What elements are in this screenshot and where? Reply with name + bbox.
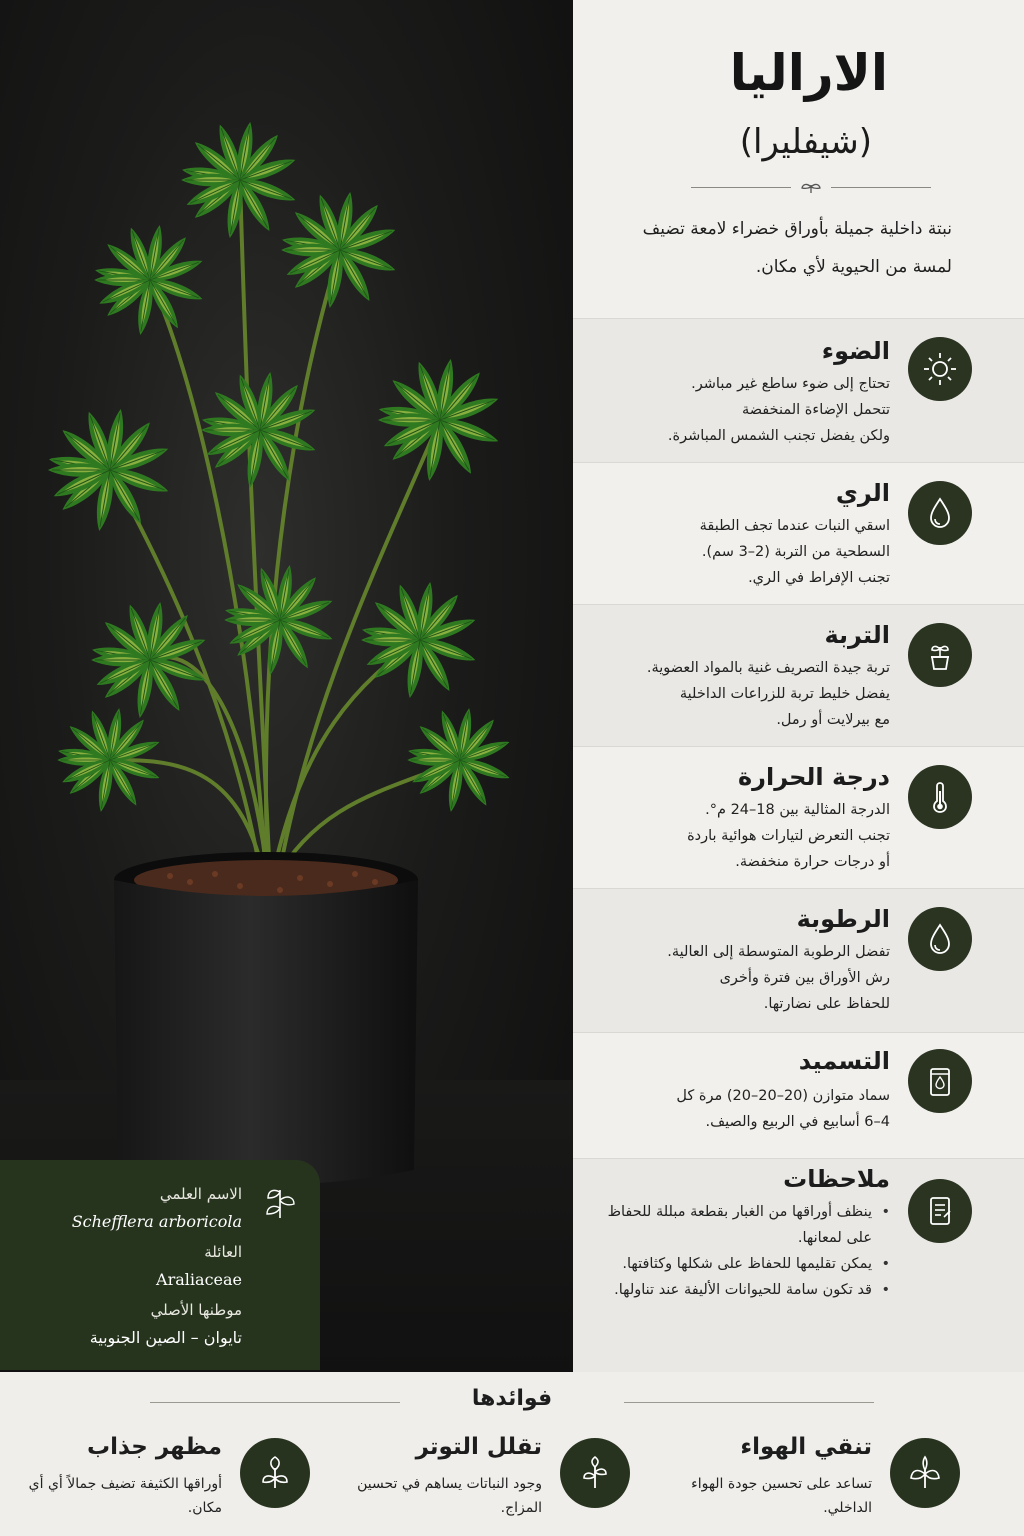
notes-item: • يمكن تقليمها للحفاظ على شكلها وكثافتها. xyxy=(580,1251,890,1277)
section-humidity xyxy=(573,888,1024,1032)
plant-info-card xyxy=(0,1160,320,1370)
plant-leaves-icon xyxy=(240,1438,310,1508)
notes-title: ملاحظات xyxy=(783,1165,890,1193)
benefit-item xyxy=(10,1432,310,1528)
watering-title: الري xyxy=(835,479,890,507)
notes-item: • ينظف أوراقها من الغبار بقطعة مبللة للحفاظ على لمعانها. xyxy=(580,1199,890,1251)
light-title: الضوء xyxy=(821,337,890,365)
fertilizer-line: 4–6 أسابيع في الربيع والصيف. xyxy=(705,1114,890,1130)
watering-line: تجنب الإفراط في الري. xyxy=(748,570,890,586)
fertilizer-bag-icon xyxy=(908,1049,972,1113)
light-line: تتحمل الإضاءة المنخفضة xyxy=(741,402,890,418)
watering-text xyxy=(590,513,890,591)
benefit-title: تقلل التوتر xyxy=(415,1434,542,1460)
humidity-line: للحفاظ على نضارتها. xyxy=(763,996,890,1012)
sprout-ornament-icon xyxy=(799,179,823,195)
sprout-icon xyxy=(560,1438,630,1508)
soil-text xyxy=(590,655,890,733)
page-title: الاراليا xyxy=(729,44,888,102)
section-light xyxy=(573,318,1024,462)
soil-line: تربة جيدة التصريف غنية بالمواد العضوية. xyxy=(646,660,890,676)
section-temperature xyxy=(573,746,1024,888)
benefit-text: تساعد على تحسين جودة الهواء الداخلي. xyxy=(691,1476,872,1516)
humidity-line: رش الأوراق بين فترة وأخرى xyxy=(719,970,890,986)
section-fertilizer xyxy=(573,1032,1024,1158)
soil-title: التربة xyxy=(824,621,890,649)
benefit-text: وجود النباتات يساهم في تحسين المزاج. xyxy=(357,1476,542,1516)
fertilizer-text xyxy=(590,1083,890,1135)
light-line: ولكن يفضل تجنب الشمس المباشرة. xyxy=(667,428,890,444)
humidity-text xyxy=(590,939,890,1017)
benefit-text: أوراقها الكثيفة تضيف جمالاً أي أي مكان. xyxy=(28,1476,222,1516)
leaf-branch-icon xyxy=(262,1180,298,1220)
fertilizer-line: سماد متوازن (20–20–20) مرة كل xyxy=(676,1088,890,1104)
section-watering xyxy=(573,462,1024,604)
sun-icon xyxy=(908,337,972,401)
temperature-line: تجنب التعرض لتيارات هوائية باردة xyxy=(687,828,890,844)
potted-plant-icon xyxy=(908,623,972,687)
water-drop-icon xyxy=(908,481,972,545)
benefit-item xyxy=(300,1432,630,1528)
family-value: Araliaceae xyxy=(156,1270,242,1289)
benefit-title: تنقي الهواء xyxy=(740,1434,872,1460)
leaves-icon xyxy=(890,1438,960,1508)
notes-icon xyxy=(908,1179,972,1243)
soil-line: يفضل خليط تربة للزراعات الداخلية xyxy=(679,686,890,702)
thermometer-icon xyxy=(908,765,972,829)
benefit-title: مظهر جذاب xyxy=(86,1434,222,1460)
section-soil xyxy=(573,604,1024,746)
temperature-line: أو درجات حرارة منخفضة. xyxy=(735,854,890,870)
watering-line: اسقي النبات عندما تجف الطبقة xyxy=(699,518,890,534)
watering-line: السطحية من التربة (2–3 سم). xyxy=(701,544,890,560)
humidity-title: الرطوبة xyxy=(796,905,890,933)
light-text xyxy=(590,371,890,449)
title-divider xyxy=(691,186,931,188)
humidity-drop-icon xyxy=(908,907,972,971)
intro-text: نبتة داخلية جميلة بأوراق خضراء لامعة تضيف لمسة من الحيوية لأي مكان. xyxy=(642,219,952,277)
benefits-heading: فوائدها xyxy=(471,1386,553,1411)
origin-value: تايوان – الصين الجنوبية xyxy=(89,1328,242,1347)
section-notes xyxy=(573,1158,1024,1372)
notes-item: • قد تكون سامة للحيوانات الأليفة عند تناولها. xyxy=(580,1277,890,1303)
notes-list xyxy=(580,1199,890,1303)
soil-line: مع بيرلايت أو رمل. xyxy=(776,712,890,728)
temperature-title: درجة الحرارة xyxy=(737,763,890,791)
humidity-line: تفضل الرطوبة المتوسطة إلى العالية. xyxy=(667,944,890,960)
light-line: تحتاج إلى ضوء ساطع غير مباشر. xyxy=(691,376,890,392)
page-subtitle: (شيفليرا) xyxy=(739,122,872,162)
care-guide-panel xyxy=(573,0,1024,1372)
scientific-name-value: Schefflera arboricola xyxy=(71,1212,242,1231)
benefits-section xyxy=(0,1372,1024,1536)
benefit-item xyxy=(630,1432,960,1528)
fertilizer-title: التسميد xyxy=(798,1047,890,1075)
temperature-text xyxy=(590,797,890,875)
family-label: العائلة xyxy=(204,1243,242,1261)
temperature-line: الدرجة المثالية بين 18–24 م°. xyxy=(705,802,890,818)
origin-label: موطنها الأصلي xyxy=(150,1301,242,1319)
scientific-name-label: الاسم العلمي xyxy=(159,1185,242,1203)
